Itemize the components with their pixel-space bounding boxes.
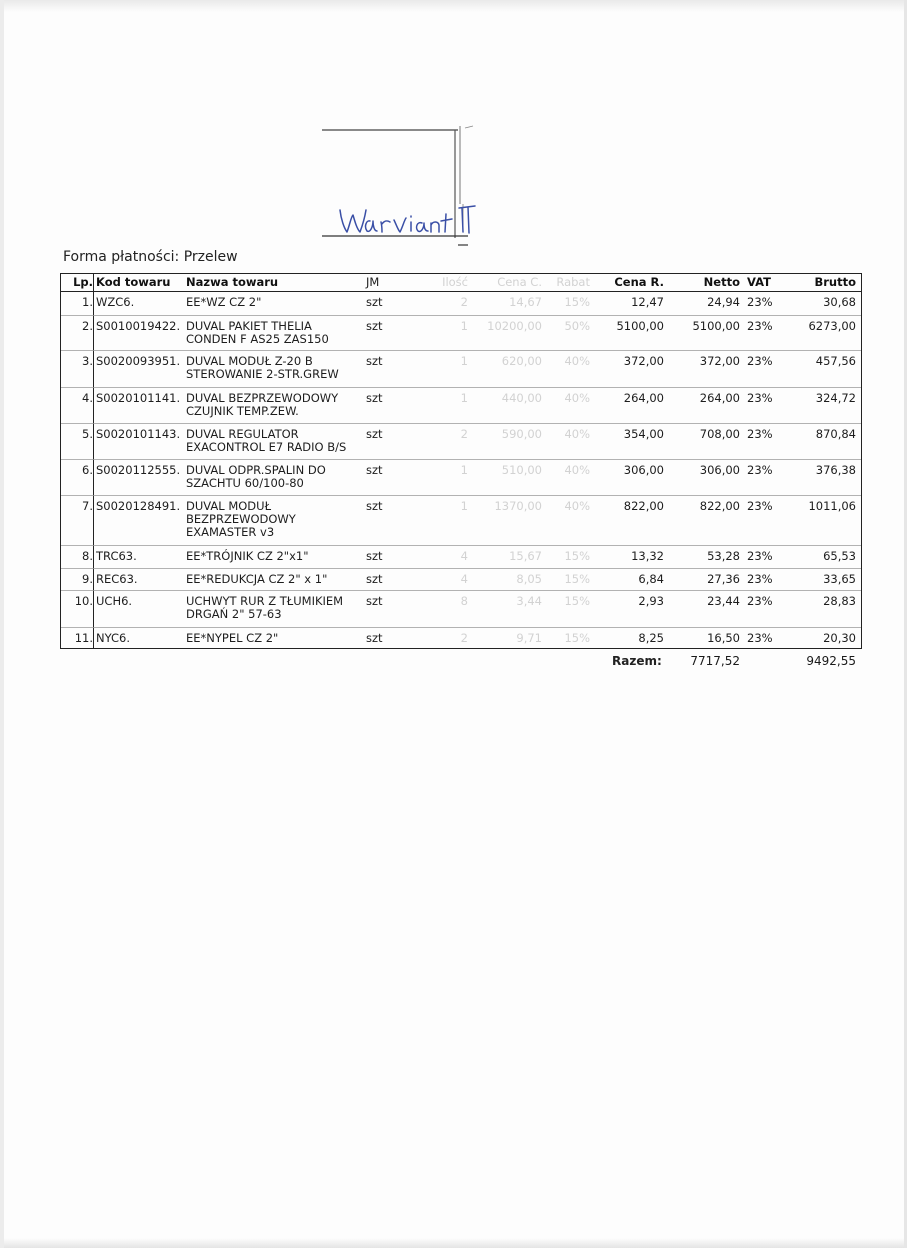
- header-brutto: Brutto: [814, 275, 856, 289]
- header-lp: Lp.: [73, 275, 93, 289]
- header-cena-c: Cena C.: [497, 275, 542, 289]
- cell-jm: szt: [366, 572, 383, 586]
- cell-code: TRC63.: [96, 549, 137, 563]
- cell-lp: 9.: [82, 572, 93, 586]
- payment-method-value: Przelew: [183, 249, 238, 265]
- cell-code: S0020101141.: [96, 391, 181, 405]
- cell-lp: 11.: [74, 631, 93, 645]
- cell-vat: 23%: [747, 594, 773, 608]
- cell-name: DUVAL BEZPRZEWODOWY CZUJNIK TEMP.ZEW.: [186, 391, 339, 418]
- cell-ilosc: 4: [460, 549, 468, 563]
- cell-rabat: 40%: [564, 391, 590, 405]
- cell-rabat: 15%: [564, 295, 590, 309]
- cell-brutto: 870,84: [815, 427, 856, 441]
- scan-top-edge: [0, 0, 907, 12]
- totals-label: Razem:: [612, 654, 662, 668]
- cell-jm: szt: [366, 295, 383, 309]
- cell-name: EE*WZ CZ 2": [186, 295, 262, 309]
- header-ilosc: Ilość: [442, 275, 468, 289]
- header-netto: Netto: [703, 275, 740, 289]
- cell-code: S0020093951.: [96, 354, 181, 368]
- cell-code: REC63.: [96, 572, 138, 586]
- header-code: Kod towaru: [96, 275, 171, 289]
- cell-cena-c: 15,67: [509, 549, 542, 563]
- handwritten-note: [318, 120, 488, 260]
- cell-netto: 372,00: [699, 354, 740, 368]
- cell-code: S0020112555.: [96, 463, 181, 477]
- cell-name: DUVAL MODUŁ Z-20 B STEROWANIE 2-STR.GREW: [186, 354, 339, 381]
- cell-cena-r: 264,00: [623, 391, 664, 405]
- cell-lp: 6.: [82, 463, 93, 477]
- cell-brutto: 30,68: [823, 295, 856, 309]
- cell-netto: 53,28: [707, 549, 740, 563]
- cell-netto: 24,94: [707, 295, 740, 309]
- cell-vat: 23%: [747, 391, 773, 405]
- header-jm: JM: [366, 275, 380, 289]
- cell-vat: 23%: [747, 631, 773, 645]
- cell-netto: 23,44: [707, 594, 740, 608]
- cell-rabat: 50%: [564, 319, 590, 333]
- cell-netto: 5100,00: [692, 319, 740, 333]
- cell-lp: 2.: [82, 319, 93, 333]
- cell-jm: szt: [366, 463, 383, 477]
- cell-name: DUVAL ODPR.SPALIN DO SZACHTU 60/100-80: [186, 463, 326, 490]
- cell-vat: 23%: [747, 549, 773, 563]
- cell-name: DUVAL REGULATOR EXACONTROL E7 RADIO B/S: [186, 427, 347, 454]
- cell-cena-c: 8,05: [516, 572, 542, 586]
- cell-jm: szt: [366, 319, 383, 333]
- cell-cena-r: 13,32: [631, 549, 664, 563]
- cell-vat: 23%: [747, 354, 773, 368]
- cell-name: EE*REDUKCJA CZ 2" x 1": [186, 572, 328, 586]
- cell-vat: 23%: [747, 572, 773, 586]
- cell-jm: szt: [366, 427, 383, 441]
- cell-cena-r: 6,84: [638, 572, 664, 586]
- payment-method: [63, 249, 238, 265]
- cell-cena-r: 2,93: [638, 594, 664, 608]
- cell-jm: szt: [366, 499, 383, 513]
- totals-netto: 7717,52: [690, 654, 740, 668]
- cell-rabat: 15%: [564, 549, 590, 563]
- cell-ilosc: 1: [460, 354, 468, 368]
- cell-vat: 23%: [747, 319, 773, 333]
- cell-cena-c: 590,00: [501, 427, 542, 441]
- cell-lp: 5.: [82, 427, 93, 441]
- cell-brutto: 33,65: [823, 572, 856, 586]
- scan-left-edge: [0, 0, 4, 1248]
- cell-rabat: 40%: [564, 427, 590, 441]
- cell-ilosc: 1: [460, 463, 468, 477]
- header-name: Nazwa towaru: [186, 275, 279, 289]
- cell-lp: 3.: [82, 354, 93, 368]
- cell-name: UCHWYT RUR Z TŁUMIKIEM DRGAŃ 2" 57-63: [186, 594, 344, 621]
- cell-cena-r: 8,25: [638, 631, 664, 645]
- cell-lp: 7.: [82, 499, 93, 513]
- cell-jm: szt: [366, 594, 383, 608]
- cell-cena-c: 3,44: [516, 594, 542, 608]
- cell-ilosc: 2: [460, 295, 468, 309]
- cell-brutto: 20,30: [823, 631, 856, 645]
- cell-cena-c: 9,71: [516, 631, 542, 645]
- cell-netto: 264,00: [699, 391, 740, 405]
- cell-netto: 27,36: [707, 572, 740, 586]
- cell-cena-r: 306,00: [623, 463, 664, 477]
- header-vat: VAT: [747, 275, 771, 289]
- cell-vat: 23%: [747, 295, 773, 309]
- cell-lp: 1.: [82, 295, 93, 309]
- cell-ilosc: 1: [460, 499, 468, 513]
- cell-brutto: 6273,00: [808, 319, 856, 333]
- cell-name: EE*TRÓJNIK CZ 2"x1": [186, 549, 309, 563]
- cell-cena-r: 12,47: [631, 295, 664, 309]
- cell-name: DUVAL MODUŁ BEZPRZEWODOWY EXAMASTER v3: [186, 499, 296, 539]
- cell-lp: 10.: [74, 594, 93, 608]
- cell-jm: szt: [366, 354, 383, 368]
- payment-method-label: Forma płatności:: [63, 249, 180, 265]
- cell-code: S0010019422.: [96, 319, 181, 333]
- cell-code: NYC6.: [96, 631, 131, 645]
- cell-jm: szt: [366, 549, 383, 563]
- cell-rabat: 40%: [564, 354, 590, 368]
- cell-netto: 16,50: [707, 631, 740, 645]
- cell-netto: 822,00: [699, 499, 740, 513]
- totals-brutto: 9492,55: [806, 654, 856, 668]
- cell-rabat: 40%: [564, 499, 590, 513]
- cell-cena-r: 5100,00: [616, 319, 664, 333]
- cell-lp: 4.: [82, 391, 93, 405]
- header-cena-r: Cena R.: [614, 275, 664, 289]
- cell-brutto: 28,83: [823, 594, 856, 608]
- cell-name: EE*NYPEL CZ 2": [186, 631, 279, 645]
- cell-netto: 708,00: [699, 427, 740, 441]
- cell-cena-c: 1370,00: [494, 499, 542, 513]
- header-rabat: Rabat: [556, 275, 590, 289]
- cell-jm: szt: [366, 631, 383, 645]
- cell-code: S0020128491.: [96, 499, 181, 513]
- cell-brutto: 457,56: [815, 354, 856, 368]
- cell-name: DUVAL PAKIET THELIA CONDEN F AS25 ZAS150: [186, 319, 329, 346]
- cell-cena-r: 372,00: [623, 354, 664, 368]
- cell-ilosc: 4: [460, 572, 468, 586]
- cell-vat: 23%: [747, 427, 773, 441]
- scan-bottom-edge: [0, 1238, 907, 1248]
- cell-rabat: 15%: [564, 631, 590, 645]
- cell-rabat: 40%: [564, 463, 590, 477]
- cell-cena-c: 510,00: [501, 463, 542, 477]
- cell-ilosc: 8: [460, 594, 468, 608]
- cell-rabat: 15%: [564, 594, 590, 608]
- cell-cena-c: 14,67: [509, 295, 542, 309]
- cell-brutto: 376,38: [815, 463, 856, 477]
- cell-cena-c: 10200,00: [487, 319, 542, 333]
- cell-cena-c: 620,00: [501, 354, 542, 368]
- cell-brutto: 324,72: [815, 391, 856, 405]
- cell-netto: 306,00: [699, 463, 740, 477]
- cell-cena-r: 354,00: [623, 427, 664, 441]
- cell-code: WZC6.: [96, 295, 135, 309]
- cell-rabat: 15%: [564, 572, 590, 586]
- cell-cena-c: 440,00: [501, 391, 542, 405]
- cell-vat: 23%: [747, 463, 773, 477]
- cell-ilosc: 1: [460, 319, 468, 333]
- cell-lp: 8.: [82, 549, 93, 563]
- cell-brutto: 1011,06: [808, 499, 856, 513]
- cell-vat: 23%: [747, 499, 773, 513]
- cell-code: UCH6.: [96, 594, 133, 608]
- cell-brutto: 65,53: [823, 549, 856, 563]
- cell-code: S0020101143.: [96, 427, 181, 441]
- cell-cena-r: 822,00: [623, 499, 664, 513]
- cell-ilosc: 1: [460, 391, 468, 405]
- cell-jm: szt: [366, 391, 383, 405]
- cell-ilosc: 2: [460, 631, 468, 645]
- cell-ilosc: 2: [460, 427, 468, 441]
